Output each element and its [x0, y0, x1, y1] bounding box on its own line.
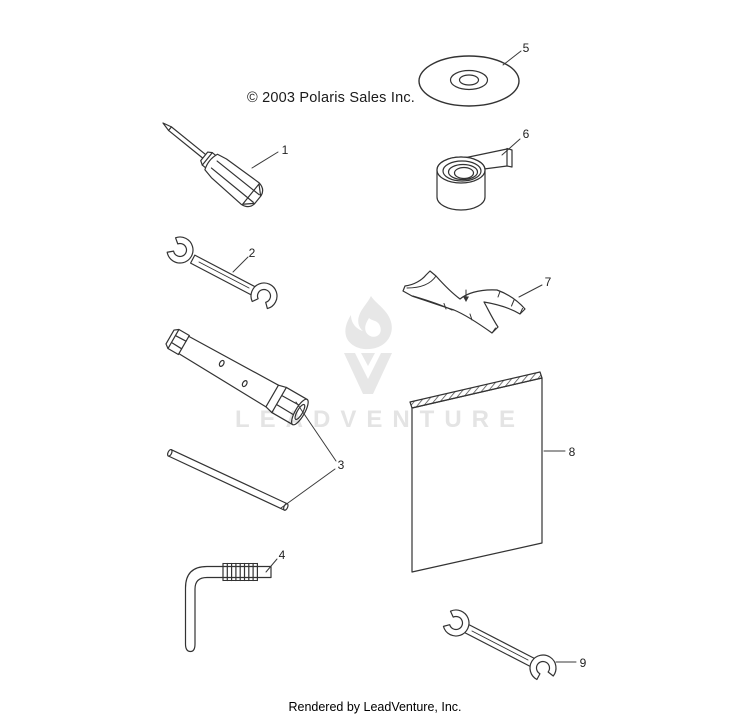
leader-3b	[281, 469, 335, 508]
callout-7[interactable]: 7	[544, 275, 552, 289]
part-hex-wrench	[186, 564, 272, 652]
callout-3[interactable]: 3	[337, 458, 345, 472]
leader-3a	[296, 402, 336, 461]
callout-1[interactable]: 1	[281, 143, 289, 157]
callout-5[interactable]: 5	[522, 41, 530, 55]
part-manual	[410, 372, 542, 572]
leader-5	[503, 51, 521, 65]
callout-8[interactable]: 8	[568, 445, 576, 459]
part-clip-tool	[403, 271, 525, 333]
part-tape-roll	[437, 149, 512, 211]
copyright-text: © 2003 Polaris Sales Inc.	[247, 90, 416, 106]
leader-1	[252, 152, 278, 168]
callout-2[interactable]: 2	[248, 246, 256, 260]
watermark-text: LEADVENTURE	[234, 406, 525, 433]
callout-6[interactable]: 6	[522, 127, 530, 141]
leader-7	[519, 285, 542, 297]
part-rod	[167, 449, 289, 511]
leader-2	[233, 257, 248, 272]
part-wrench-upper	[165, 234, 281, 311]
callout-9[interactable]: 9	[579, 656, 587, 670]
footer-credit: Rendered by LeadVenture, Inc.	[288, 700, 462, 714]
part-spark-plug-wrench	[163, 324, 311, 426]
callout-4[interactable]: 4	[278, 548, 286, 562]
part-wrench-lower	[441, 607, 557, 680]
part-screwdriver	[154, 112, 266, 211]
part-disc	[419, 56, 519, 106]
